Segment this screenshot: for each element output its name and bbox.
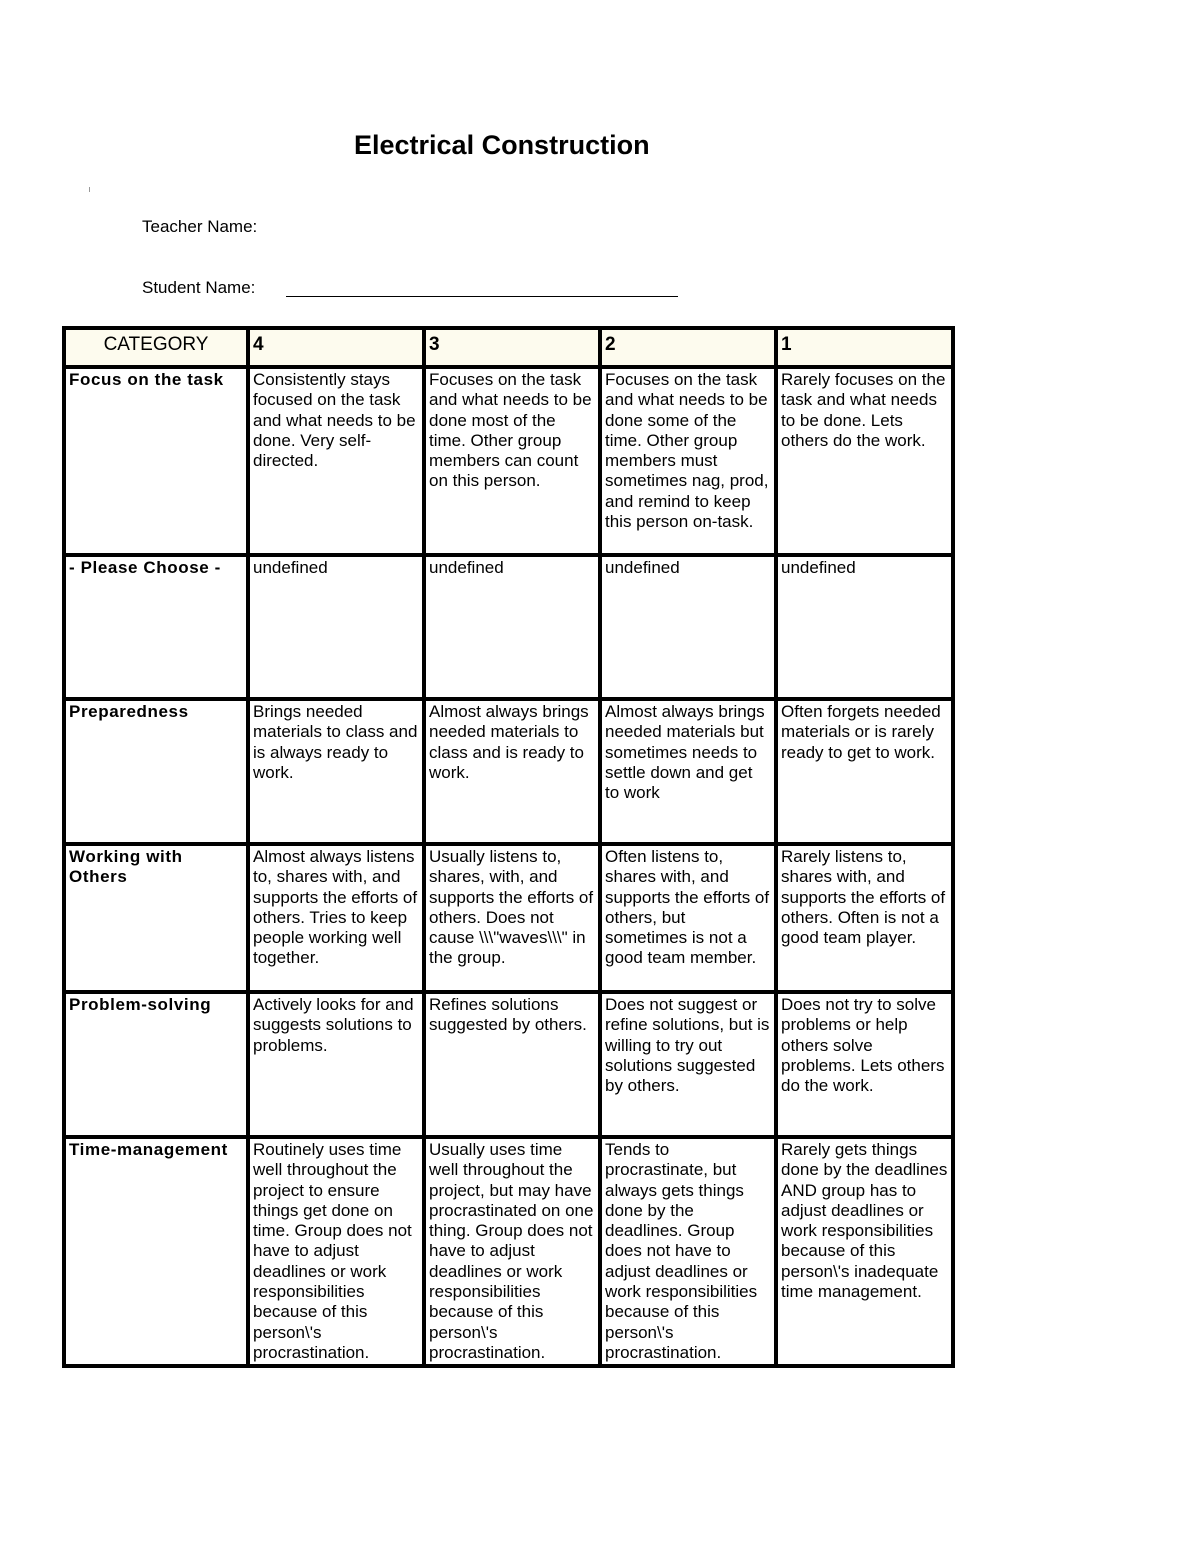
rubric-cell: Tends to procrastinate, but always gets things done by the deadlines. Group does not have to adjust deadlines or work responsibilities because of this person\'s procrastination.: [600, 1137, 776, 1366]
rubric-cell: Actively looks for and suggests solutions to problems.: [248, 992, 424, 1137]
teacher-name-label: Teacher Name:: [142, 217, 258, 236]
rubric-cell: Often forgets needed materials or is rarely ready to get to work.: [776, 699, 953, 844]
rubric-cell: undefined: [248, 555, 424, 699]
header-category: CATEGORY: [64, 328, 248, 367]
rubric-cell: Rarely gets things done by the deadlines AND group has to adjust deadlines or work responsibilities because of this person\'s inadequate time management.: [776, 1137, 953, 1366]
rubric-cell: Usually listens to, shares, with, and supports the efforts of others. Does not cause \\\"waves\\\" in the group.: [424, 844, 600, 992]
category-problem-solving: Problem-solving: [64, 992, 248, 1137]
student-name-label: Student Name:: [142, 278, 256, 297]
rubric-row-working-with-others: [64, 844, 953, 992]
rubric-cell: Does not try to solve problems or help others solve problems. Lets others do the work.: [776, 992, 953, 1137]
rubric-cell: undefined: [424, 555, 600, 699]
header-score-3: 3: [424, 328, 600, 367]
document-title: Electrical Construction: [354, 130, 650, 160]
rubric-cell: undefined: [776, 555, 953, 699]
header-score-1: 1: [776, 328, 953, 367]
category-please-choose: - Please Choose -: [64, 555, 248, 699]
header-score-4: 4: [248, 328, 424, 367]
rubric-row-preparedness: [64, 699, 953, 844]
rubric-cell: undefined: [600, 555, 776, 699]
category-preparedness: Preparedness: [64, 699, 248, 844]
rubric-table: [62, 326, 955, 1368]
rubric-header-row: [64, 328, 953, 367]
header-score-2: 2: [600, 328, 776, 367]
rubric-cell: Almost always listens to, shares with, and supports the efforts of others. Tries to keep people working well together.: [248, 844, 424, 992]
category-focus-on-task: Focus on the task: [64, 367, 248, 555]
rubric-cell: Consistently stays focused on the task and what needs to be done. Very self-directed.: [248, 367, 424, 555]
rubric-cell: Usually uses time well throughout the project, but may have procrastinated on one thing. Group does not have to adjust deadlines or work responsibilities because of this person\'s procrastination.: [424, 1137, 600, 1366]
rubric-row-problem-solving: [64, 992, 953, 1137]
rubric-cell: Rarely focuses on the task and what needs to be done. Lets others do the work.: [776, 367, 953, 555]
rubric-cell: Does not suggest or refine solutions, but is willing to try out solutions suggested by others.: [600, 992, 776, 1137]
stray-mark: [89, 187, 90, 192]
rubric-cell: Brings needed materials to class and is always ready to work.: [248, 699, 424, 844]
rubric-cell: Often listens to, shares with, and supports the efforts of others, but sometimes is not a good team member.: [600, 844, 776, 992]
category-time-management: Time-management: [64, 1137, 248, 1366]
rubric-cell: Almost always brings needed materials to class and is ready to work.: [424, 699, 600, 844]
category-working-with-others: Working with Others: [64, 844, 248, 992]
rubric-row-time-management: [64, 1137, 953, 1366]
rubric-cell: Rarely listens to, shares with, and supports the efforts of others. Often is not a good team player.: [776, 844, 953, 992]
student-name-line: [286, 296, 678, 297]
rubric-row-please-choose: [64, 555, 953, 699]
rubric-cell: Almost always brings needed materials but sometimes needs to settle down and get to work: [600, 699, 776, 844]
rubric-cell: Focuses on the task and what needs to be done some of the time. Other group members must sometimes nag, prod, and remind to keep this person on-task.: [600, 367, 776, 555]
rubric-cell: Routinely uses time well throughout the project to ensure things get done on time. Group does not have to adjust deadlines or work responsibilities because of this person\'s procrastination.: [248, 1137, 424, 1366]
rubric-row-focus: [64, 367, 953, 555]
rubric-cell: Focuses on the task and what needs to be done most of the time. Other group members can count on this person.: [424, 367, 600, 555]
rubric-cell: Refines solutions suggested by others.: [424, 992, 600, 1137]
